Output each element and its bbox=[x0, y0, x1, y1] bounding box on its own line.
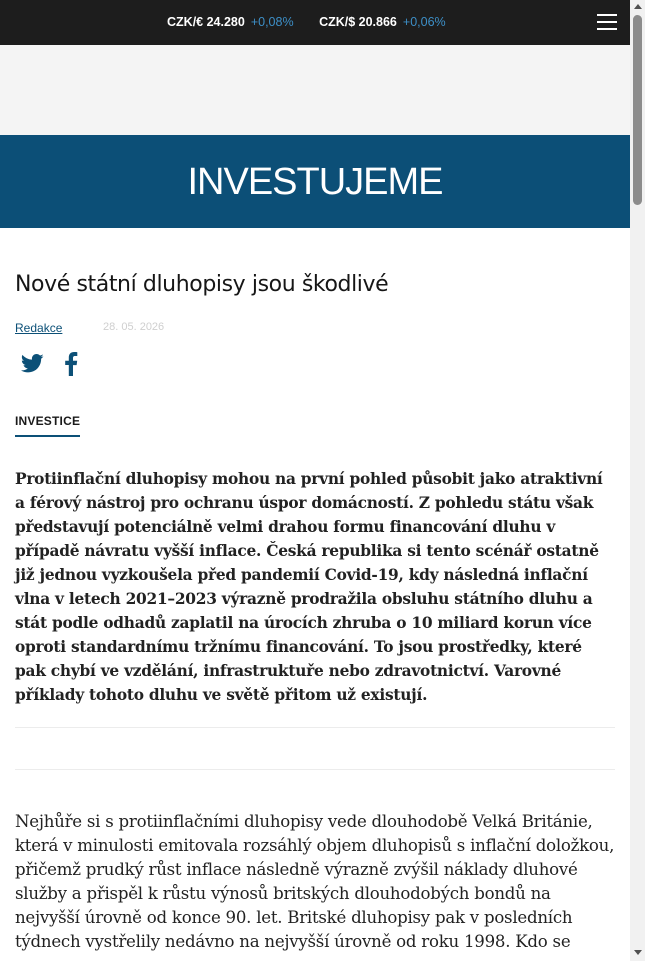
article-perex: Protiinflační dluhopisy mohou na první pohled působit jako atraktivní a férový nástroj pro ochranu úspor domácností. Z pohledu státu však představují potenciálně velmi drahou formu financování dluhu v případě návratu vyšší inflace. Česká republika si tento scénář ostatně již jednou vyzkoušela před pandemií Covid-19, kdy následná inflační vlna v letech 2021–2023 výrazně prodražila obsluhu státního dluhu a stát podle odhadů zaplatil na úrocích zhruba o 10 miliard korun více oproti standardnímu tržnímu financování. To jsou prostředky, které pak chybí ve vzdělání, infrastruktuře nebo zdravotnictví. Varovné příklady tohoto dluhu ve světě přitom už existují. bbox=[15, 470, 603, 704]
author-link[interactable]: Redakce bbox=[15, 321, 63, 335]
hamburger-icon[interactable] bbox=[597, 14, 617, 31]
rate-usd bbox=[319, 15, 446, 29]
twitter-icon[interactable] bbox=[21, 353, 44, 374]
rate-eur bbox=[167, 15, 294, 29]
ad-placeholder bbox=[0, 45, 630, 135]
rate-eur-change: +0,08% bbox=[250, 15, 294, 29]
scroll-down-arrow-icon[interactable] bbox=[634, 950, 642, 955]
divider bbox=[15, 727, 615, 728]
rate-usd-label: CZK/$ 20.866 bbox=[319, 15, 397, 29]
exchange-rates bbox=[167, 15, 468, 29]
article-title: Nové státní dluhopisy jsou škodlivé bbox=[15, 272, 389, 297]
rate-eur-label: CZK/€ 24.280 bbox=[167, 15, 245, 29]
divider bbox=[15, 769, 615, 770]
top-bar bbox=[0, 0, 630, 45]
category-tag[interactable]: INVESTICE bbox=[15, 414, 80, 437]
rate-usd-change: +0,06% bbox=[402, 15, 446, 29]
brand-logo[interactable]: INVESTUJEME bbox=[187, 161, 443, 203]
scrollbar[interactable] bbox=[630, 0, 645, 961]
facebook-icon[interactable] bbox=[63, 352, 79, 376]
scroll-up-arrow-icon[interactable] bbox=[634, 4, 642, 9]
article-body: Nejhůře si s protiinflačními dluhopisy vede dlouhodobě Velká Británie, která v minulosti emitovala rozsáhlý objem dluhopisů s inflační doložkou, přičemž prudký růst inflace následně výrazně zvýšil náklady dluhové služby a přispěl k růstu výnosů britských dlouhodobých bondů na nejvyšší úrovně od konce 90. let. Britské dluhopisy pak v posledních týdnech vystřelily nedávno na nejvyšší úrovně od roku 1998. Kdo se bbox=[15, 812, 615, 951]
publish-date: 28. 05. 2026 bbox=[103, 321, 165, 333]
scrollbar-thumb[interactable] bbox=[633, 15, 642, 205]
